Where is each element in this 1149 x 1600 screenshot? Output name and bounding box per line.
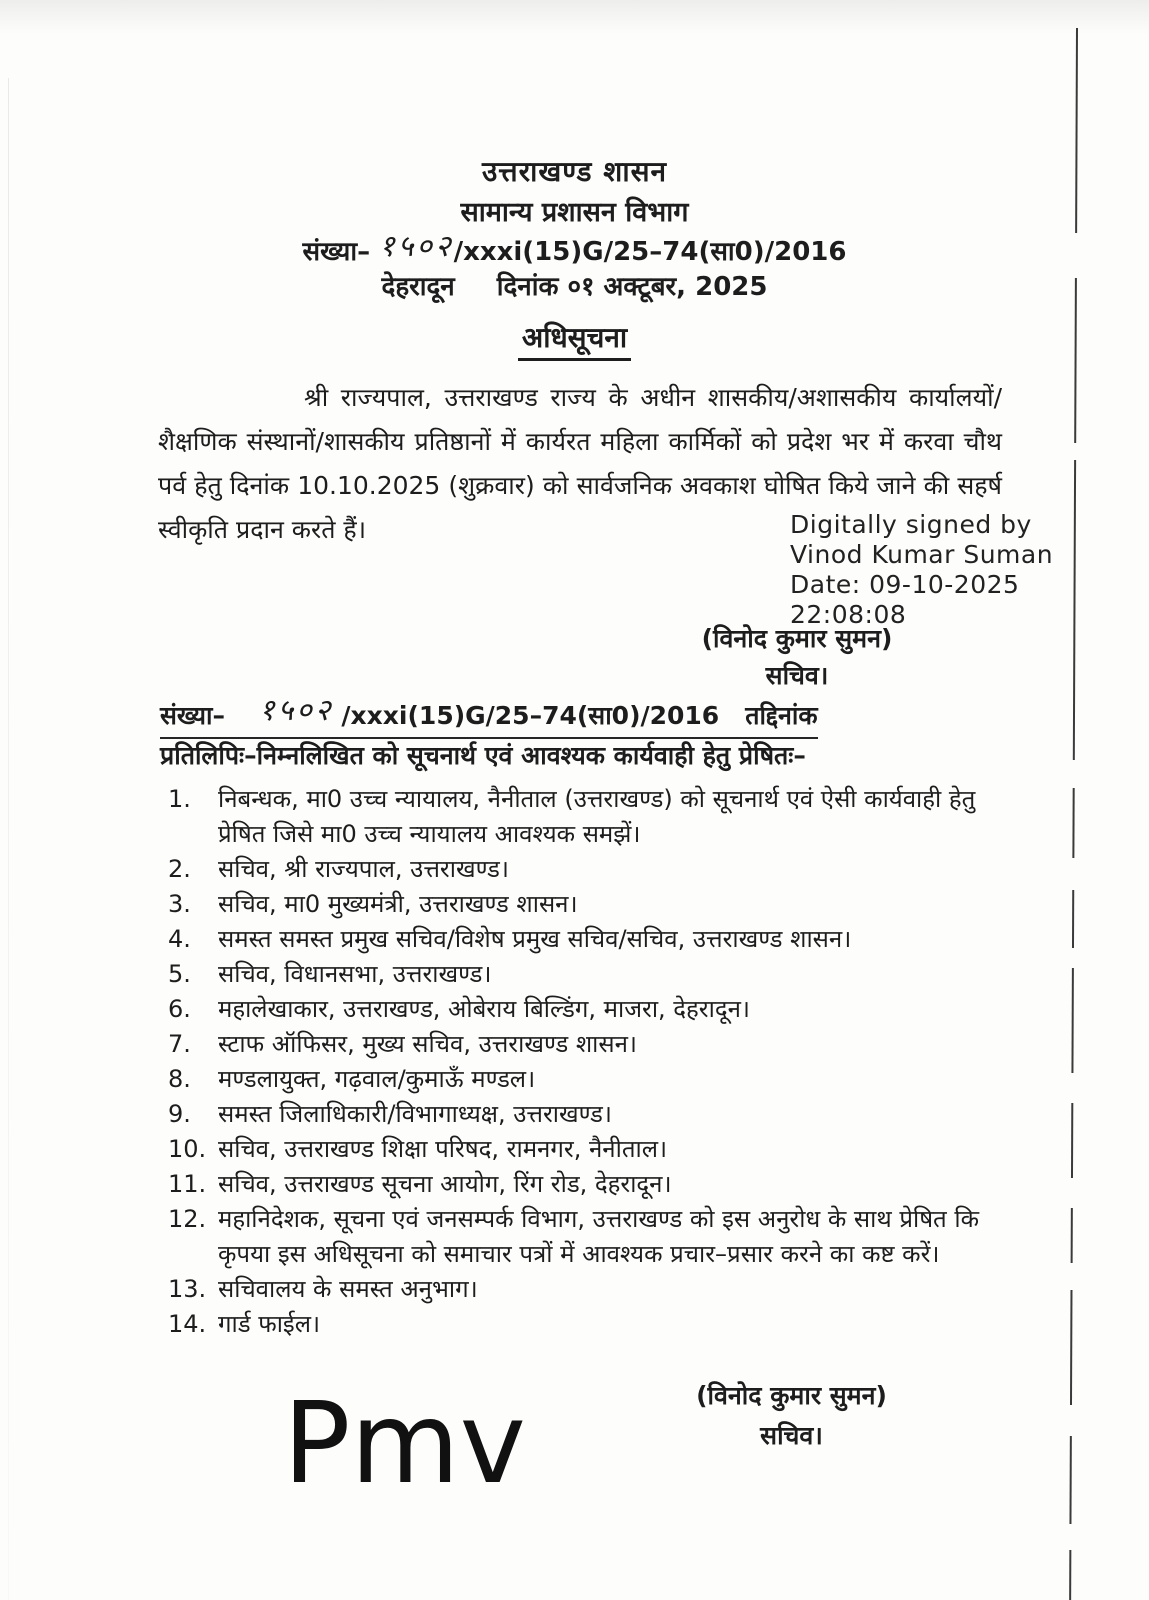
list-item: 1. निबन्धक, मा0 उच्च न्यायालय, नैनीताल (उत्तराखण्ड) को सूचनार्थ एवं ऐसी कार्यवाही हेतु प्रेषित जिसे मा0 उच्च न्यायालय आवश्यक समझें। [168,785,976,848]
signatory-name: (विनोद कुमार सुमन) [701,624,893,653]
letter-number-handwritten: १५०२ [379,229,454,264]
recipient-list [168,782,1030,1342]
digital-signature-stamp [790,510,1090,630]
org-name: उत्तराखण्ड शासन [481,155,668,188]
list-item: 10. सचिव, उत्तराखण्ड शिक्षा परिषद, रामनगर, नैनीताल। [168,1135,668,1163]
notification-title: अधिसूचना [0,318,1149,356]
digital-signature-line2: Vinod Kumar Suman [790,540,1054,569]
copy-number-label: संख्या– [160,701,226,730]
copy-number-rest: /xxxi(15)G/25–74(सा0)/2016 [341,701,720,730]
list-item: 7. स्टाफ ऑफिसर, मुख्य सचिव, उत्तराखण्ड शासन। [168,1030,638,1058]
digital-signature-line3: Date: 09-10-2025 [790,570,1020,599]
letter-number-rest: /xxxi(15)G/25–74(सा0)/2016 [453,237,847,267]
copy-number-handwritten: १५०२ [259,693,334,728]
list-item: 4. समस्त समस्त प्रमुख सचिव/विशेष प्रमुख सचिव/सचिव, उत्तराखण्ड शासन। [168,925,852,953]
letter-number-label: संख्या– [302,237,371,267]
letter-number-line [0,228,1149,269]
signatory-designation: सचिव। [765,661,829,690]
list-item: 8. मण्डलायुक्त, गढ़वाल/कुमाऊँ मण्डल। [168,1065,536,1093]
list-item: 11. सचिव, उत्तराखण्ड सूचना आयोग, रिंग रोड, देहरादून। [168,1170,672,1198]
copy-number-line [160,692,818,739]
list-item: 2. सचिव, श्री राज्यपाल, उत्तराखण्ड। [168,855,509,883]
signatory-block-bottom [664,1376,919,1456]
list-item: 3. सचिव, मा0 मुख्यमंत्री, उत्तराखण्ड शासन। [168,890,578,918]
place: देहरादून [381,272,455,302]
department-name: सामान्य प्रशासन विभाग [460,197,689,228]
list-item: 9. समस्त जिलाधिकारी/विभागाध्यक्ष, उत्तराखण्ड। [168,1100,612,1128]
page-edge-shadow [8,78,9,1600]
copy-number-suffix: तद्दिनांक [745,701,818,730]
signatory-name: (विनोद कुमार सुमन) [696,1381,887,1410]
place-date-line [0,267,1149,303]
signatory-designation: सचिव। [760,1421,823,1450]
handwritten-initials: Pmv [283,1379,526,1509]
signatory-block-top [672,620,922,694]
issue-date: दिनांक ०१ अक्टूबर, 2025 [496,272,768,302]
list-item: 14. गार्ड फाईल। [168,1310,321,1338]
copy-intro-line: प्रतिलिपिः–निम्नलिखित को सूचनार्थ एवं आवश्यक कार्यवाही हेतु प्रेषितः– [160,741,806,770]
list-item: 5. सचिव, विधानसभा, उत्तराखण्ड। [168,960,492,988]
digital-signature-line1: Digitally signed by [790,510,1032,539]
digital-signature-line4: 22:08:08 [790,600,907,629]
list-item: 6. महालेखाकार, उत्तराखण्ड, ओबेराय बिल्डिंग, माजरा, देहरादून। [168,995,750,1023]
list-item: 13. सचिवालय के समस्त अनुभाग। [168,1275,478,1303]
notification-body-paragraph: श्री राज्यपाल, उत्तराखण्ड राज्य के अधीन शासकीय/अशासकीय कार्यालयों/शैक्षणिक संस्थानों/शासकीय प्रतिष्ठानों में कार्यरत महिला कार्मिकों को प्रदेश भर में करवा चौथ पर्व हेतु दिनांक 10.10.2025 (शुक्रवार) को सार्वजनिक अवकाश घोषित किये जाने की सहर्ष स्वीकृति प्रदान करते हैं। [158,383,1002,544]
list-item: 12. महानिदेशक, सूचना एवं जनसम्पर्क विभाग, उत्तराखण्ड को इस अनुरोध के साथ प्रेषित कि कृपया इस अधिसूचना को समाचार पत्रों में आवश्यक प्रचार–प्रसार करने का कष्ट करें। [168,1205,980,1268]
